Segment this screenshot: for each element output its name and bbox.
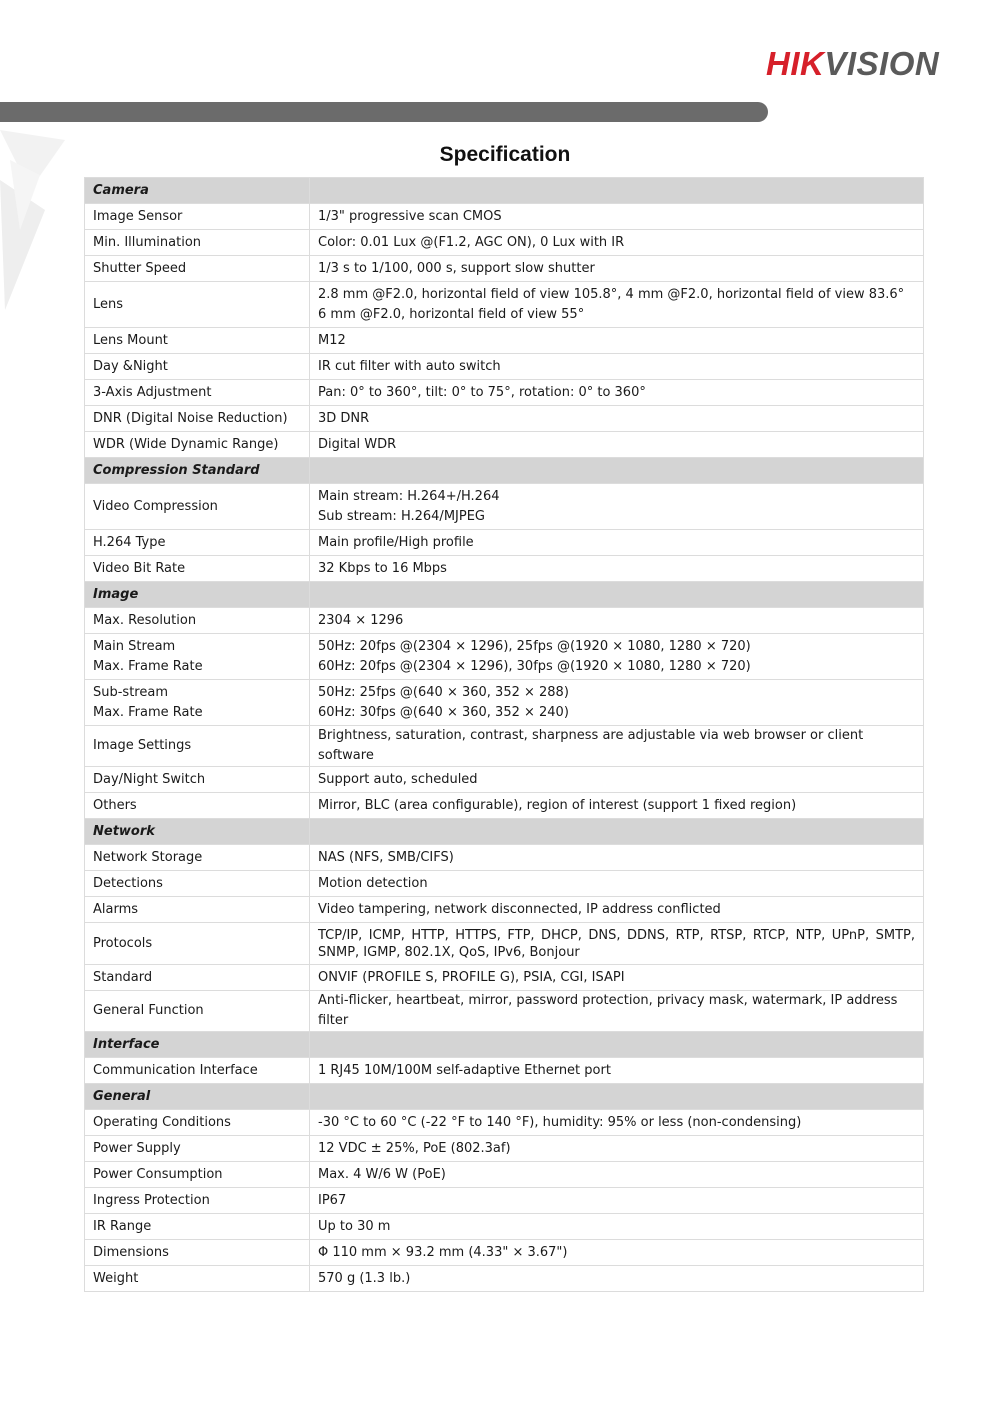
spec-label: Detections <box>85 871 310 897</box>
section-header-compression: Compression Standard <box>85 458 924 484</box>
spec-row <box>85 204 924 230</box>
spec-label: Video Bit Rate <box>85 556 310 582</box>
spec-label: Shutter Speed <box>85 256 310 282</box>
spec-row <box>85 871 924 897</box>
spec-value: Video tampering, network disconnected, IP address conflicted <box>310 897 924 923</box>
spec-label: Others <box>85 793 310 819</box>
spec-label: Alarms <box>85 897 310 923</box>
spec-row <box>85 793 924 819</box>
spec-value: Digital WDR <box>310 432 924 458</box>
spec-row <box>85 767 924 793</box>
section-header-image: Image <box>85 582 924 608</box>
spec-row <box>85 991 924 1032</box>
spec-row <box>85 354 924 380</box>
spec-value: Support auto, scheduled <box>310 767 924 793</box>
spec-row <box>85 726 924 767</box>
spec-label: Power Supply <box>85 1136 310 1162</box>
spec-row <box>85 923 924 965</box>
spec-row <box>85 1136 924 1162</box>
spec-label: Day/Night Switch <box>85 767 310 793</box>
spec-label: Operating Conditions <box>85 1110 310 1136</box>
spec-value: Main stream: H.264+/H.264 Sub stream: H.264/MJPEG <box>310 484 924 530</box>
spec-row <box>85 380 924 406</box>
spec-value: Main profile/High profile <box>310 530 924 556</box>
spec-row <box>85 484 924 530</box>
spec-value: 50Hz: 25fps @(640 × 360, 352 × 288) 60Hz: 30fps @(640 × 360, 352 × 240) <box>310 680 924 726</box>
spec-row <box>85 1162 924 1188</box>
spec-value: 32 Kbps to 16 Mbps <box>310 556 924 582</box>
spec-value: 1 RJ45 10M/100M self-adaptive Ethernet port <box>310 1058 924 1084</box>
spec-value: Motion detection <box>310 871 924 897</box>
hikvision-logo: HIKVISION <box>766 45 940 82</box>
spec-row <box>85 1240 924 1266</box>
spec-label: WDR (Wide Dynamic Range) <box>85 432 310 458</box>
spec-value: Φ 110 mm × 93.2 mm (4.33" × 3.67") <box>310 1240 924 1266</box>
spec-value: 12 VDC ± 25%, PoE (802.3af) <box>310 1136 924 1162</box>
spec-label: Communication Interface <box>85 1058 310 1084</box>
spec-label: Network Storage <box>85 845 310 871</box>
spec-label: Lens <box>85 282 310 328</box>
spec-label: Ingress Protection <box>85 1188 310 1214</box>
spec-label: IR Range <box>85 1214 310 1240</box>
spec-row <box>85 1110 924 1136</box>
spec-row <box>85 965 924 991</box>
spec-value: Mirror, BLC (area configurable), region of interest (support 1 fixed region) <box>310 793 924 819</box>
spec-value: 1/3" progressive scan CMOS <box>310 204 924 230</box>
spec-label: Lens Mount <box>85 328 310 354</box>
spec-row <box>85 328 924 354</box>
spec-label: Image Settings <box>85 726 310 767</box>
spec-row <box>85 1188 924 1214</box>
spec-value: 3D DNR <box>310 406 924 432</box>
spec-row <box>85 432 924 458</box>
spec-row <box>85 608 924 634</box>
page-title: Specification <box>439 143 571 166</box>
spec-value: TCP/IP, ICMP, HTTP, HTTPS, FTP, DHCP, DNS, DDNS, RTP, RTSP, RTCP, NTP, UPnP, SMTP, SNMP, IGMP, 802.1X, QoS, IPv6, Bonjour <box>310 923 924 965</box>
spec-row <box>85 406 924 432</box>
spec-label: Main Stream Max. Frame Rate <box>85 634 310 680</box>
section-header-camera: Camera <box>85 178 924 204</box>
spec-value: ONVIF (PROFILE S, PROFILE G), PSIA, CGI, ISAPI <box>310 965 924 991</box>
spec-value: -30 °C to 60 °C (-22 °F to 140 °F), humidity: 95% or less (non-condensing) <box>310 1110 924 1136</box>
spec-value: 2.8 mm @F2.0, horizontal field of view 105.8°, 4 mm @F2.0, horizontal field of view 83.6° 6 mm @F2.0, horizontal field of view 55° <box>310 282 924 328</box>
section-header-general: General <box>85 1084 924 1110</box>
spec-value: Up to 30 m <box>310 1214 924 1240</box>
spec-label: Day &Night <box>85 354 310 380</box>
spec-row <box>85 1214 924 1240</box>
spec-row <box>85 230 924 256</box>
spec-label: General Function <box>85 991 310 1032</box>
spec-value: M12 <box>310 328 924 354</box>
spec-value: Max. 4 W/6 W (PoE) <box>310 1162 924 1188</box>
spec-label: Image Sensor <box>85 204 310 230</box>
spec-label: Max. Resolution <box>85 608 310 634</box>
spec-value: Pan: 0° to 360°, tilt: 0° to 75°, rotation: 0° to 360° <box>310 380 924 406</box>
spec-label: Weight <box>85 1266 310 1292</box>
spec-label: H.264 Type <box>85 530 310 556</box>
spec-row <box>85 256 924 282</box>
spec-label: Sub-stream Max. Frame Rate <box>85 680 310 726</box>
spec-label: 3-Axis Adjustment <box>85 380 310 406</box>
spec-row <box>85 845 924 871</box>
spec-label: Dimensions <box>85 1240 310 1266</box>
spec-row <box>85 530 924 556</box>
spec-label: Power Consumption <box>85 1162 310 1188</box>
spec-label: Video Compression <box>85 484 310 530</box>
section-header-network: Network <box>85 819 924 845</box>
spec-value: IP67 <box>310 1188 924 1214</box>
spec-row <box>85 634 924 680</box>
spec-row <box>85 1266 924 1292</box>
spec-value: Brightness, saturation, contrast, sharpness are adjustable via web browser or client software <box>310 726 924 767</box>
spec-value: 50Hz: 20fps @(2304 × 1296), 25fps @(1920 × 1080, 1280 × 720) 60Hz: 20fps @(2304 × 1296), 30fps @(1920 × 1080, 1280 × 720) <box>310 634 924 680</box>
spec-value: 1/3 s to 1/100, 000 s, support slow shutter <box>310 256 924 282</box>
header-bar <box>0 102 768 122</box>
specification-table <box>84 177 924 1292</box>
spec-value: Color: 0.01 Lux @(F1.2, AGC ON), 0 Lux with IR <box>310 230 924 256</box>
spec-value: 570 g (1.3 lb.) <box>310 1266 924 1292</box>
spec-row <box>85 556 924 582</box>
spec-value: NAS (NFS, SMB/CIFS) <box>310 845 924 871</box>
spec-row <box>85 897 924 923</box>
spec-row <box>85 680 924 726</box>
spec-row <box>85 282 924 328</box>
spec-value: Anti-flicker, heartbeat, mirror, password protection, privacy mask, watermark, IP address filter <box>310 991 924 1032</box>
spec-label: Protocols <box>85 923 310 965</box>
spec-label: Standard <box>85 965 310 991</box>
spec-value: IR cut filter with auto switch <box>310 354 924 380</box>
spec-row <box>85 1058 924 1084</box>
section-header-interface: Interface <box>85 1032 924 1058</box>
spec-label: DNR (Digital Noise Reduction) <box>85 406 310 432</box>
spec-label: Min. Illumination <box>85 230 310 256</box>
spec-value: 2304 × 1296 <box>310 608 924 634</box>
